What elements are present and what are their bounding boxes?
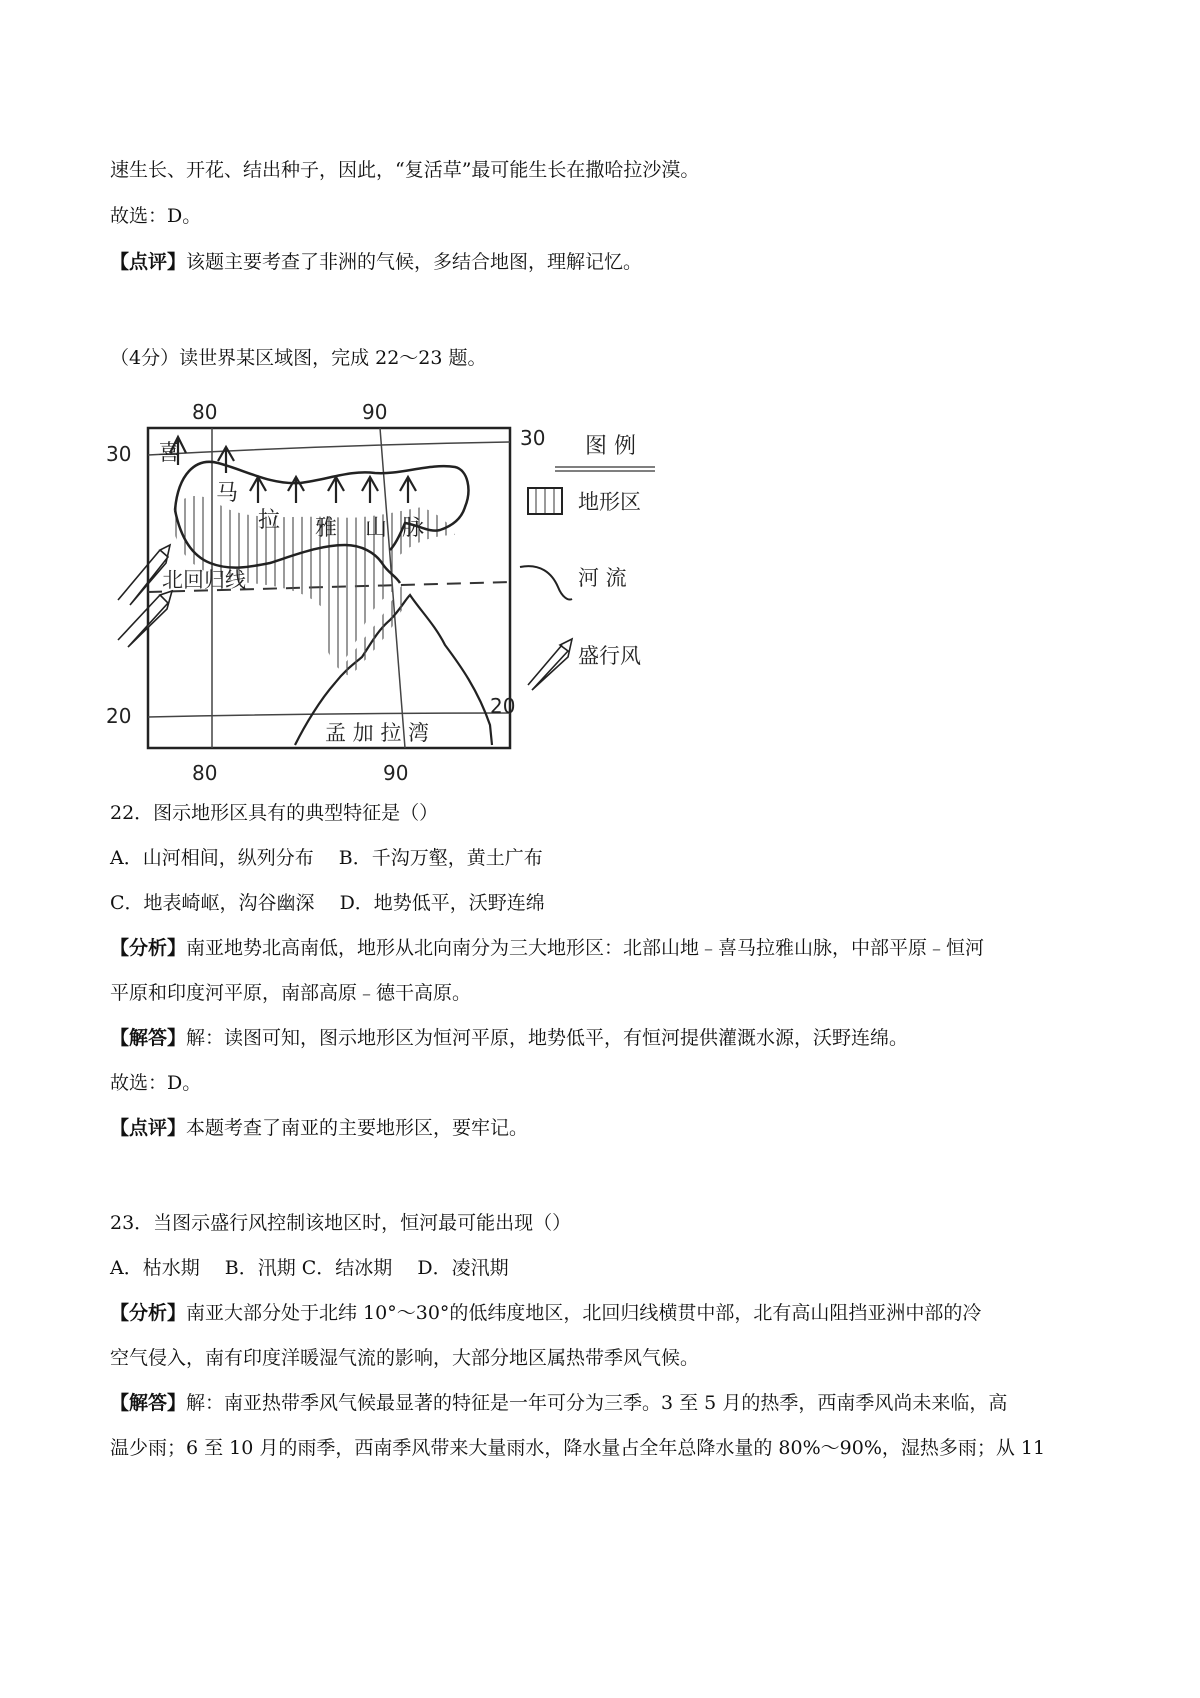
river-legend-icon [520,566,572,599]
comment-text: 本题考查了南亚的主要地形区，要牢记。 [186,1117,529,1139]
bay-label: 孟 加 拉 湾 [325,721,430,745]
q23-analysis [110,1300,1110,1326]
analysis-text: 南亚地势北高南低，地形从北向南分为三大地形区：北部山地﹣喜马拉雅山脉，中部平原﹣恒河 [186,937,985,959]
legend-title: 图 例 [585,434,636,459]
mountain-icon [288,477,304,503]
place-label: 脉 [402,516,425,541]
mountain-symbols [170,437,416,503]
q21-comment [110,249,1110,275]
legend-river: 河 流 [578,566,627,590]
wind-arrows [118,545,172,647]
answer-tag: 【解答】 [110,1027,187,1049]
q22-analysis-cont: 平原和印度河平原，南部高原﹣德干高原。 [110,982,472,1004]
lon-label-top: 80 [192,400,218,424]
place-label: 马 [216,481,239,506]
q22-options-ab: A．山河相间，纵列分布 B．千沟万壑，黄土广布 [110,847,543,869]
lon-label-bottom: 80 [192,761,218,785]
lon-label-top: 90 [362,400,388,424]
comment-text: 该题主要考查了非洲的气候，多结合地图，理解记忆。 [186,251,643,273]
latitude-20-line [148,713,510,717]
legend-terrain: 地形区 [578,490,641,514]
answer-text: 解：南亚热带季风气候最显著的特征是一年可分为三季。3 至 5 月的热季，西南季风尚未来临，高 [186,1392,1008,1414]
mountain-icon [328,477,344,503]
q22-stem: 22．图示地形区具有的典型特征是（） [110,802,439,824]
place-label: 雅 [315,516,338,541]
analysis-text: 南亚大部分处于北纬 10°～30°的低纬度地区，北回归线横贯中部，北有高山阻挡亚洲中部的冷 [186,1302,982,1324]
region-map [100,395,720,790]
answer-text: 解：读图可知，图示地形区为恒河平原，地势低平，有恒河提供灌溉水源，沃野连绵。 [186,1027,909,1049]
latitude-30-line [148,442,510,455]
wind-legend-icon [528,639,572,690]
q21-choice: 故选：D。 [110,205,202,227]
q23-options: A．枯水期 B．汛期 C．结冰期 D．凌汛期 [110,1257,509,1279]
answer-tag: 【解答】 [110,1392,187,1414]
analysis-tag: 【分析】 [110,1302,187,1324]
terrain-legend-icon [528,488,562,514]
place-label: 拉 [258,508,281,533]
mountain-icon [362,477,378,503]
map-legend [520,434,655,690]
lat-label-left: 20 [106,704,132,728]
q23-answer-cont: 温少雨；6 至 10 月的雨季，西南季风带来大量雨水，降水量占全年总降水量的 80%～90%，湿热多雨；从 11 [110,1437,1046,1459]
q23-stem: 23．当图示盛行风控制该地区时，恒河最可能出现（） [110,1212,572,1234]
q22-comment [110,1115,1110,1141]
q22-answer [110,1025,1110,1051]
analysis-tag: 【分析】 [110,937,187,959]
q22-options-cd: C．地表崎岖，沟谷幽深 D．地势低平，沃野连绵 [110,892,545,914]
q22-analysis [110,935,1110,961]
q22-choice: 故选：D。 [110,1072,202,1094]
mountain-icon [400,477,416,503]
lat-label-right: 20 [490,694,516,718]
place-label: 山 [365,516,388,541]
legend-wind: 盛行风 [578,644,641,668]
q21-text-line: 速生长、开花、结出种子，因此，“复活草”最可能生长在撒哈拉沙漠。 [110,159,700,181]
lon-label-bottom: 90 [383,761,409,785]
tropic-label: 北回归线 [162,568,246,592]
q23-analysis-cont: 空气侵入，南有印度洋暖湿气流的影响，大部分地区属热带季风气候。 [110,1347,700,1369]
mountain-icon [250,477,266,503]
question-intro: （4分）读世界某区域图，完成 22～23 题。 [110,347,487,369]
wind-arrow-icon [118,591,172,647]
comment-tag: 【点评】 [110,1117,187,1139]
place-label: 喜 [158,441,181,466]
lat-label-left: 30 [106,442,132,466]
comment-tag: 【点评】 [110,251,187,273]
lat-label-right: 30 [520,426,546,450]
q23-answer [110,1390,1110,1416]
